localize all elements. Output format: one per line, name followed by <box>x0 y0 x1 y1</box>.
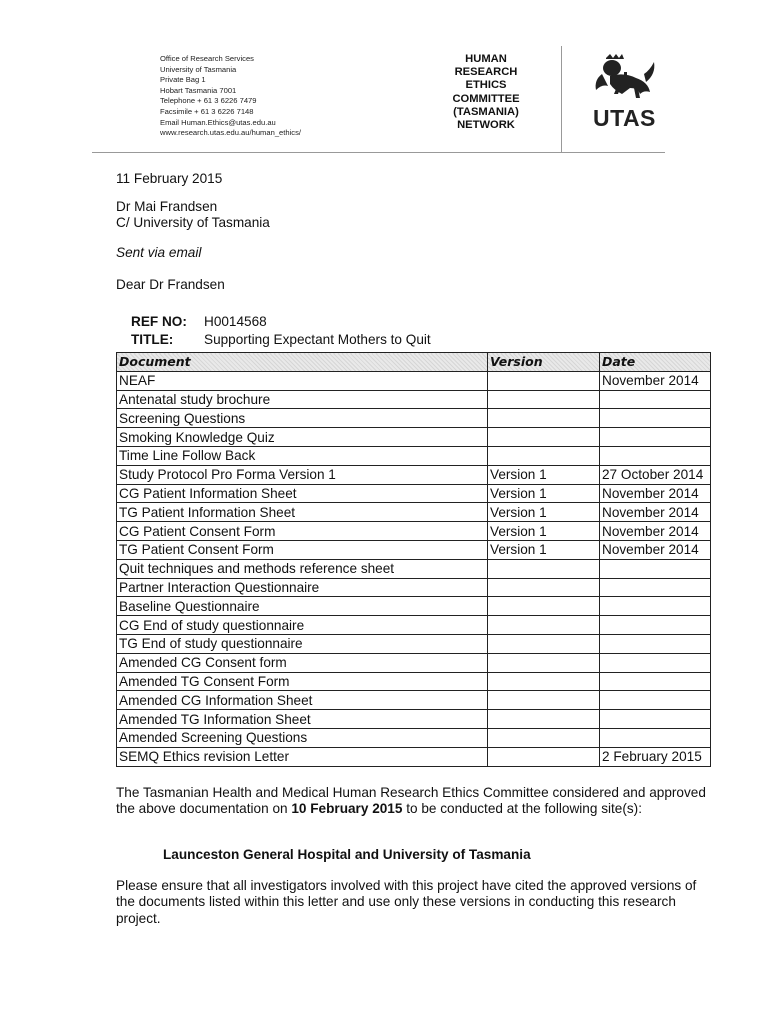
date-cell: 27 October 2014 <box>600 465 711 484</box>
utas-logo-text: UTAS <box>593 105 656 131</box>
office-line: www.research.utas.edu.au/human_ethics/ <box>160 128 301 138</box>
approved-documents-table <box>116 352 711 767</box>
date-cell <box>600 710 711 729</box>
date-cell <box>600 691 711 710</box>
date-cell <box>600 446 711 465</box>
table-row <box>117 653 711 672</box>
table-row <box>117 578 711 597</box>
version-cell <box>488 710 600 729</box>
document-cell: TG Patient Information Sheet <box>117 503 488 522</box>
table-row <box>117 634 711 653</box>
version-cell <box>488 728 600 747</box>
document-cell: Amended TG Consent Form <box>117 672 488 691</box>
date-cell <box>600 653 711 672</box>
title-value: Supporting Expectant Mothers to Quit <box>204 332 431 347</box>
office-address-block <box>160 54 301 139</box>
approval-paragraph <box>116 785 716 818</box>
committee-name-block <box>436 53 536 132</box>
document-cell: Amended Screening Questions <box>117 728 488 747</box>
ref-no-label: REF NO: <box>131 314 187 329</box>
date-cell: November 2014 <box>600 371 711 390</box>
office-line: Private Bag 1 <box>160 75 206 85</box>
office-line: Office of Research Services <box>160 54 254 63</box>
table-header-row <box>117 353 711 372</box>
date-cell <box>600 428 711 447</box>
version-cell: Version 1 <box>488 522 600 541</box>
document-cell: CG Patient Information Sheet <box>117 484 488 503</box>
table-row <box>117 390 711 409</box>
committee-line: NETWORK <box>457 119 515 132</box>
version-cell <box>488 597 600 616</box>
document-cell: Smoking Knowledge Quiz <box>117 428 488 447</box>
document-cell: CG Patient Consent Form <box>117 522 488 541</box>
version-cell <box>488 578 600 597</box>
document-cell: NEAF <box>117 371 488 390</box>
reference-block <box>131 313 431 349</box>
office-line: Hobart Tasmania 7001 <box>160 85 237 95</box>
title-label: TITLE: <box>131 332 174 347</box>
document-cell: Amended CG Information Sheet <box>117 691 488 710</box>
version-cell <box>488 409 600 428</box>
version-cell <box>488 691 600 710</box>
header-divider-horizontal <box>92 152 665 153</box>
table-row <box>117 484 711 503</box>
table-row <box>117 371 711 390</box>
approval-text-end: to be conducted at the following site(s): <box>402 801 642 817</box>
table-row <box>117 409 711 428</box>
table-row <box>117 540 711 559</box>
date-cell: November 2014 <box>600 522 711 541</box>
version-cell <box>488 446 600 465</box>
date-cell <box>600 559 711 578</box>
committee-line: (TASMANIA) <box>453 105 519 118</box>
document-cell: Time Line Follow Back <box>117 446 488 465</box>
version-cell <box>488 390 600 409</box>
table-row <box>117 728 711 747</box>
version-cell <box>488 559 600 578</box>
version-cell <box>488 747 600 766</box>
table-row <box>117 503 711 522</box>
version-cell <box>488 428 600 447</box>
date-cell <box>600 672 711 691</box>
date-cell <box>600 578 711 597</box>
letter-date: 11 February 2015 <box>116 171 223 186</box>
table-row <box>117 691 711 710</box>
table-row <box>117 710 711 729</box>
document-cell: Quit techniques and methods reference sheet <box>117 559 488 578</box>
date-cell: November 2014 <box>600 540 711 559</box>
approval-date: 10 February 2015 <box>291 801 403 817</box>
column-header-date: Date <box>600 353 711 372</box>
table-row <box>117 522 711 541</box>
column-header-version: Version <box>488 353 600 372</box>
document-cell: Study Protocol Pro Forma Version 1 <box>117 465 488 484</box>
table-row <box>117 559 711 578</box>
table-row <box>117 428 711 447</box>
date-cell <box>600 409 711 428</box>
version-cell <box>488 616 600 635</box>
version-cell: Version 1 <box>488 465 600 484</box>
committee-line: ETHICS <box>465 79 507 92</box>
document-cell: Baseline Questionnaire <box>117 597 488 616</box>
committee-line: HUMAN <box>465 53 507 65</box>
version-cell <box>488 371 600 390</box>
document-cell: Partner Interaction Questionnaire <box>117 578 488 597</box>
office-line: Facsimile + 61 3 6226 7148 <box>160 106 254 116</box>
document-cell: TG End of study questionnaire <box>117 634 488 653</box>
recipient-name: Dr Mai Frandsen <box>116 199 218 214</box>
table-row <box>117 465 711 484</box>
document-cell: Screening Questions <box>117 409 488 428</box>
version-cell: Version 1 <box>488 503 600 522</box>
approved-site: Launceston General Hospital and University of Tasmania <box>163 847 531 862</box>
table-row <box>117 616 711 635</box>
office-line: Telephone + 61 3 6226 7479 <box>160 96 257 106</box>
table-row <box>117 672 711 691</box>
recipient-organisation: C/ University of Tasmania <box>116 215 270 230</box>
version-cell <box>488 634 600 653</box>
table-row <box>117 446 711 465</box>
document-cell: Amended CG Consent form <box>117 653 488 672</box>
date-cell <box>600 728 711 747</box>
column-header-document: Document <box>117 353 488 372</box>
office-line: Email Human.Ethics@utas.edu.au <box>160 117 276 127</box>
committee-line: COMMITTEE <box>452 92 520 105</box>
version-cell: Version 1 <box>488 540 600 559</box>
document-cell: Amended TG Information Sheet <box>117 710 488 729</box>
ref-no-value: H0014568 <box>204 314 267 329</box>
date-cell <box>600 634 711 653</box>
date-cell <box>600 390 711 409</box>
date-cell: 2 February 2015 <box>600 747 711 766</box>
version-cell <box>488 653 600 672</box>
approval-text-start: The Tasmanian Health and Medical Human Research Ethics Committee considered and approved the above documentation on <box>116 785 706 817</box>
table-row <box>117 597 711 616</box>
table-row <box>117 747 711 766</box>
date-cell: November 2014 <box>600 503 711 522</box>
document-cell: CG End of study questionnaire <box>117 616 488 635</box>
version-cell <box>488 672 600 691</box>
document-cell: SEMQ Ethics revision Letter <box>117 747 488 766</box>
delivery-method: Sent via email <box>116 245 202 260</box>
date-cell: November 2014 <box>600 484 711 503</box>
committee-line: RESEARCH <box>454 66 518 79</box>
date-cell <box>600 616 711 635</box>
header-divider-vertical <box>561 46 562 152</box>
office-line: University of Tasmania <box>160 64 237 74</box>
document-cell: TG Patient Consent Form <box>117 540 488 559</box>
document-cell: Antenatal study brochure <box>117 390 488 409</box>
date-cell <box>600 597 711 616</box>
instruction-paragraph: Please ensure that all investigators involved with this project have cited the approved versions of the documents listed within this letter and use only these versions in conducting this research project. <box>116 878 697 926</box>
version-cell: Version 1 <box>488 484 600 503</box>
salutation: Dear Dr Frandsen <box>116 277 225 292</box>
